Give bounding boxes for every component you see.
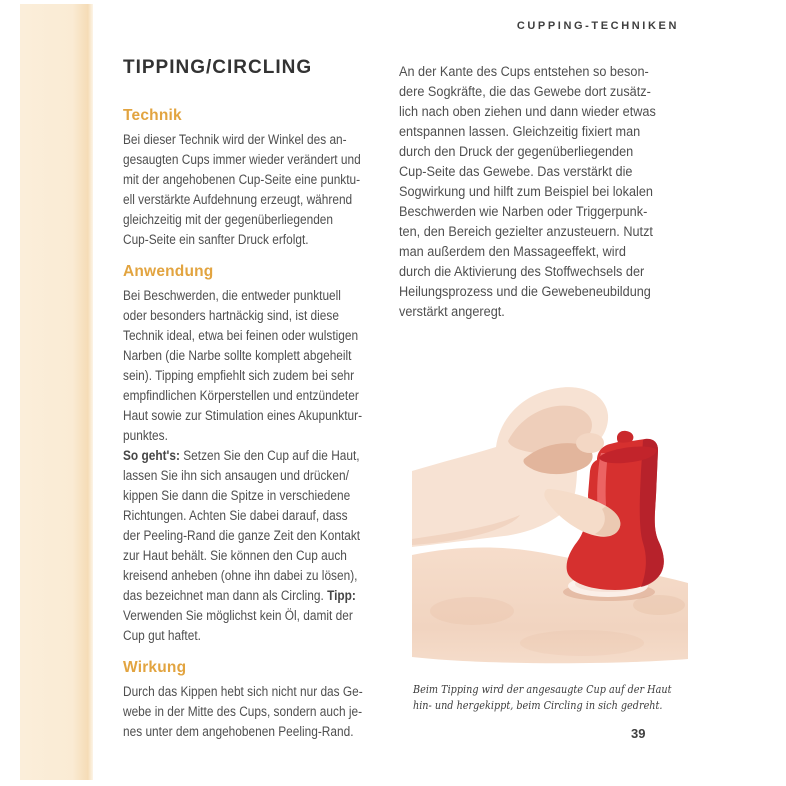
page-margin-strip	[20, 4, 93, 780]
left-column	[123, 56, 395, 742]
section-heading-technik: Technik	[123, 107, 182, 124]
page-number: 39	[631, 726, 646, 741]
figure-caption: Beim Tipping wird der angesaugte Cup auf der Haut hin- und hergekippt, beim Circling in sich gedreht.	[413, 682, 672, 712]
section-heading-anwendung: Anwendung	[123, 263, 214, 280]
technik-paragraph: Bei dieser Technik wird der Winkel des an- gesaugten Cups immer wieder verändert und mit der angehobenen Cup-Seite eine punktu- ell verstärkte Aufdehnung erzeugt, während gleichzeitig mit der gegenüberliegenden Cup-Seite ein sanfter Druck erfolgt.	[123, 132, 361, 247]
right-column-paragraph: An der Kante des Cups entstehen so beson- dere Sogkräfte, die das Gewebe dort zusätz- lich nach oben ziehen und dann wieder etwas entspannen lassen. Gleichzeitig fixiert man durch den Druck der gegenüberliegenden Cup-Seite das Gewebe. Das verstärkt die Sogwirkung und hilft zum Beispiel bei lokalen Beschwerden wie Narben oder Triggerpunk- ten, den Bereich gezielter anzusteuern. Nutzt man außerdem den Massageeffekt, wird durch die Aktivierung des Stoffwechsels der Heilungsprozess und die Gewebeneubildung verstärkt angeregt.	[399, 64, 656, 319]
anwendung-paragraph: Bei Beschwerden, die entweder punktuell oder besonders hartnäckig sind, ist diese Technik ideal, etwa bei feinen oder wulstigen Narben (die Narbe sollte komplett abgeheilt sein). Tipping empfiehlt sich zudem bei sehr empfindlichen Körperstellen und entzündeter Haut sowie zur Stimulation eines Akupunktur- punktes. So geht's: Setzen Sie den Cup auf die Haut, lassen Sie ihn sich ansaugen und drücken/ kippen Sie dann die Spitze in verschiedene Richtungen. Achten Sie dabei darauf, dass der Peeling-Rand die ganze Zeit den Kontakt zur Haut behält. Sie können den Cup auch kreisend anheben (ohne ihn dabei zu lösen), das bezeichnet man dann als Circling. Tipp: Verwenden Sie möglichst kein Öl, damit der Cup gut haftet.	[123, 288, 363, 643]
figure-illustration	[412, 343, 688, 667]
cupping-illustration	[412, 343, 688, 667]
section-heading-wirkung: Wirkung	[123, 659, 187, 676]
running-head: CUPPING-TECHNIKEN	[516, 20, 679, 32]
wirkung-paragraph: Durch das Kippen hebt sich nicht nur das Ge- webe in der Mitte des Cups, sondern auch je- nes unter dem angehobenen Peeling-Rand.	[123, 684, 363, 739]
page-title: TIPPING/CIRCLING	[123, 57, 313, 78]
right-column	[399, 62, 689, 322]
cup-top-nub	[617, 431, 633, 443]
index-fingertip	[576, 433, 604, 453]
